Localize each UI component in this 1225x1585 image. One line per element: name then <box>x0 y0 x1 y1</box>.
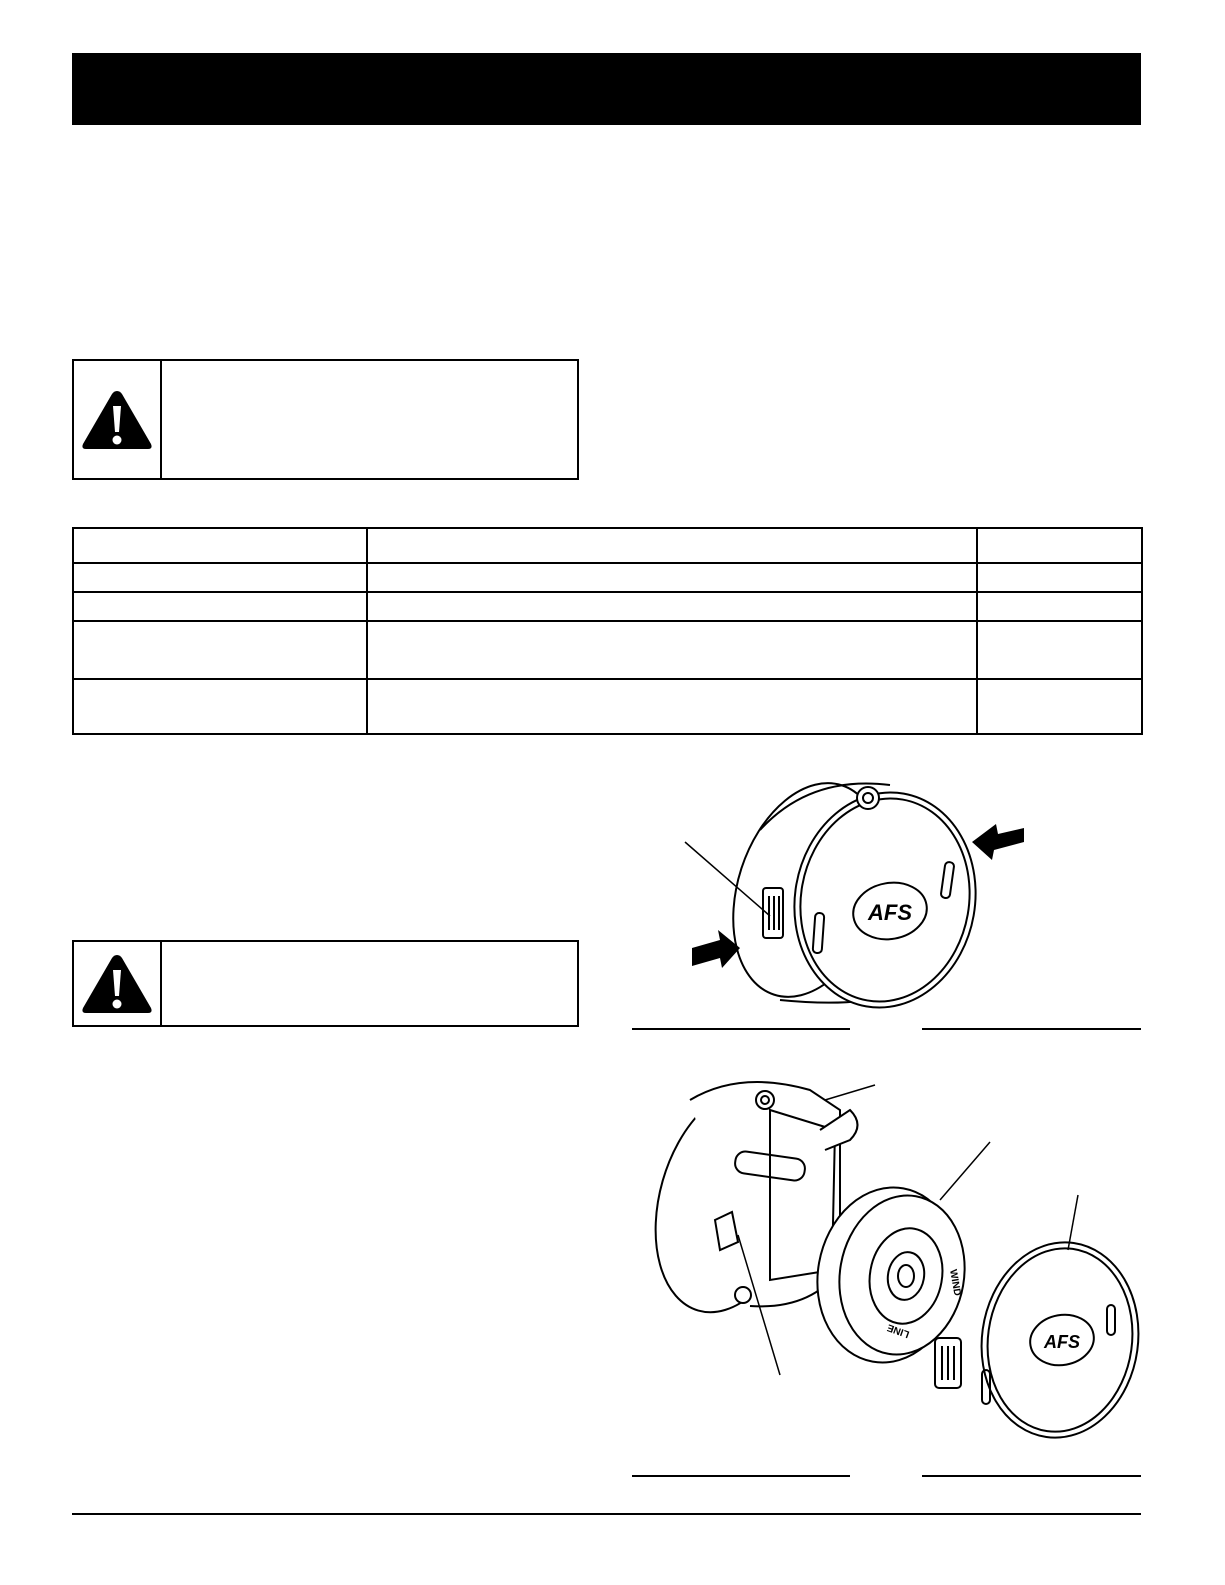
table-row <box>73 563 1142 592</box>
table-cell <box>367 592 977 621</box>
table-cell <box>977 528 1142 563</box>
table-cell <box>73 528 367 563</box>
warning-triangle-icon <box>80 952 154 1016</box>
table-cell <box>977 592 1142 621</box>
callout-leader <box>1068 1195 1078 1250</box>
warning-icon-cell <box>74 942 162 1025</box>
trimmer-head-exploded-figure <box>620 1070 1141 1470</box>
table-cell <box>977 563 1142 592</box>
table-cell <box>73 679 367 734</box>
warning-box-1 <box>72 359 579 480</box>
table-cell <box>367 528 977 563</box>
footer-rule <box>72 1513 1141 1515</box>
spool-label-line: LINE <box>885 1321 912 1340</box>
figure-caption-rule <box>632 1028 850 1030</box>
eyelet <box>756 1091 774 1109</box>
logo-text: AFS <box>868 900 912 925</box>
section-header-bar <box>72 53 1141 125</box>
table-row <box>73 621 1142 679</box>
figure-caption-rule <box>922 1475 1141 1477</box>
logo-text: AFS <box>1044 1332 1080 1352</box>
table-cell <box>73 563 367 592</box>
table-row <box>73 679 1142 734</box>
spool-label-wind: WIND <box>947 1268 963 1297</box>
table-header-row <box>73 528 1142 563</box>
callout-leader <box>825 1085 875 1100</box>
callout-leader <box>685 842 770 916</box>
table-cell <box>73 592 367 621</box>
table-cell <box>367 679 977 734</box>
warning-box-2 <box>72 940 579 1027</box>
table-cell <box>367 621 977 679</box>
figure-caption-rule <box>922 1028 1141 1030</box>
figure-caption-rule <box>632 1475 850 1477</box>
table-row <box>73 592 1142 621</box>
press-arrow-icon <box>972 824 1024 860</box>
callout-leader <box>940 1142 990 1200</box>
cover-disc <box>778 778 993 1020</box>
table-cell <box>977 621 1142 679</box>
table-cell <box>73 621 367 679</box>
eyelet <box>857 787 879 809</box>
warning-icon-cell <box>74 361 162 478</box>
press-arrow-icon <box>692 930 740 968</box>
table-cell <box>977 679 1142 734</box>
maintenance-schedule-table <box>72 527 1143 735</box>
table-cell <box>367 563 977 592</box>
trimmer-head-assembled-figure <box>620 770 1141 1020</box>
warning-triangle-icon <box>80 388 154 452</box>
